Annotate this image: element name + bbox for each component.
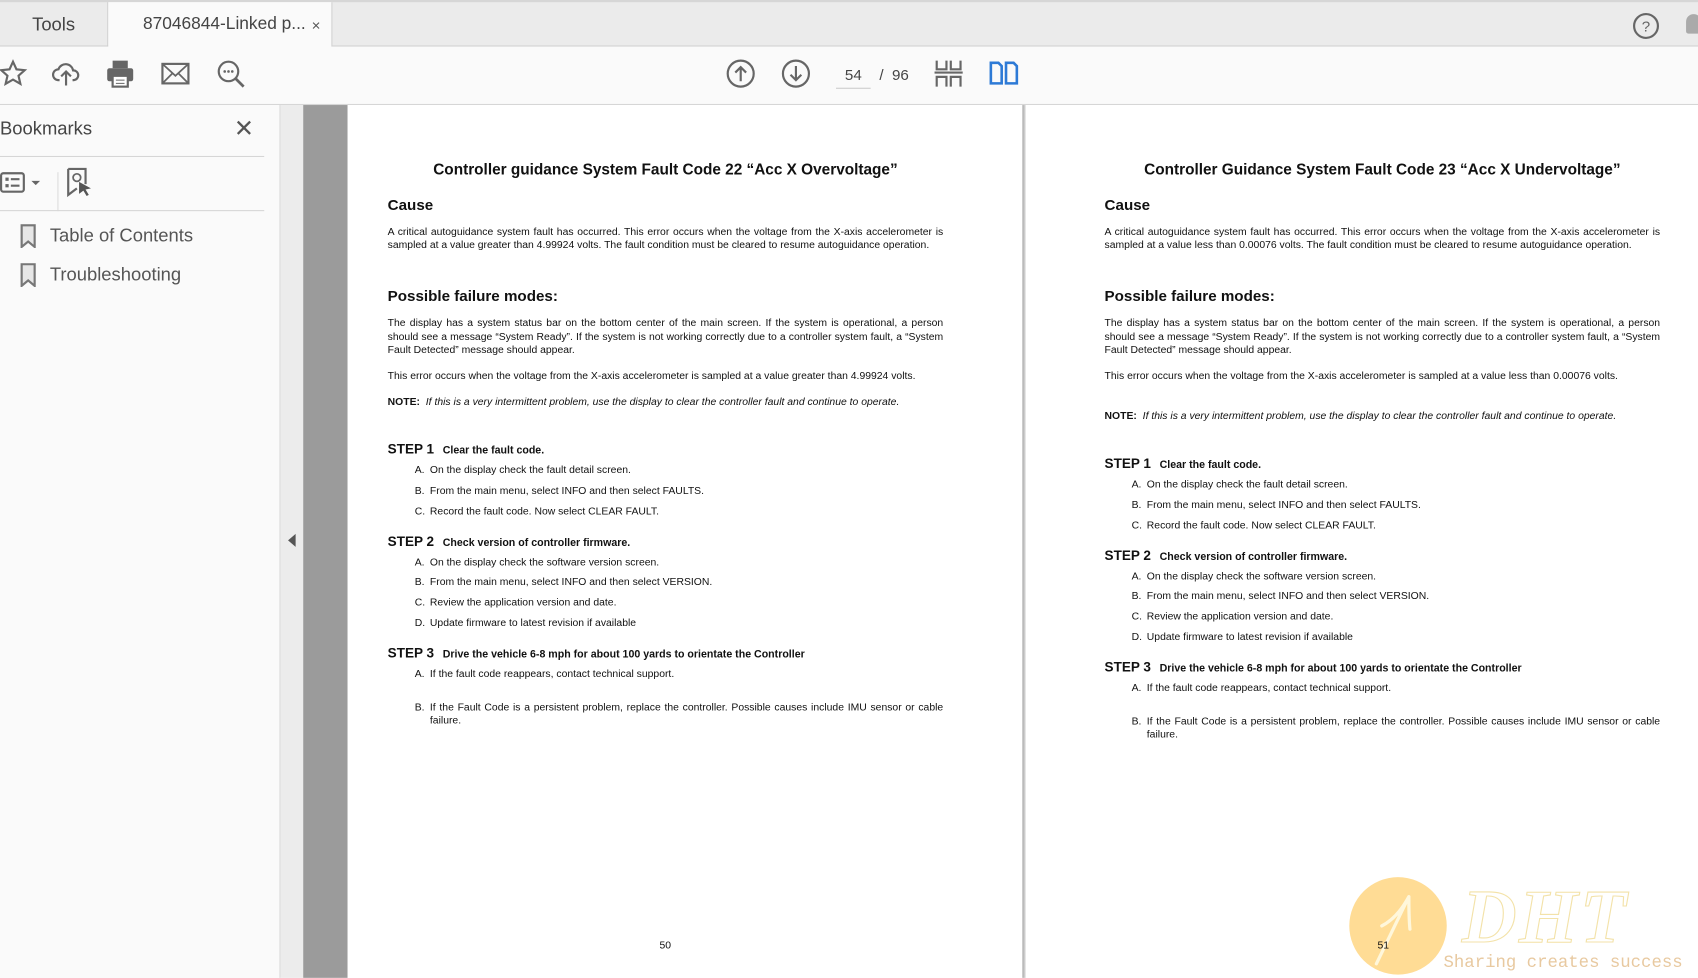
step-item [1105,611,1661,624]
step-item [388,505,944,518]
item-letter: C. [414,505,426,518]
page-title: Controller Guidance System Fault Code 23 “Acc X Undervoltage” [1144,161,1621,179]
step-item [1105,591,1661,604]
step-item [1105,631,1661,644]
item-text: On the display check the software version screen. [1146,570,1377,583]
step-item [388,597,944,610]
close-panel-icon[interactable]: ✕ [233,114,254,142]
note-label: NOTE: [387,396,421,409]
bell-icon[interactable] [1686,14,1698,33]
note-text: If this is a very intermittent problem, use the display to clear the controller fault and continue to operate. [1142,410,1617,423]
item-text: From the main menu, select INFO and then select VERSION. [1146,590,1430,603]
collapse-panel-icon[interactable] [288,534,296,547]
arrow-icon [1349,877,1446,974]
step-heading [1105,456,1661,473]
step-item [1105,479,1661,492]
page-number: 50 [659,939,672,952]
close-tab-icon[interactable]: × [311,16,321,34]
item-text: If the fault code reappears, contact technical support. [1146,682,1392,694]
item-text: Review the application version and date. [1146,610,1334,623]
step-label: STEP 3 [1104,659,1151,675]
next-page-icon[interactable] [780,57,812,89]
document-background [303,105,347,978]
step-heading [1105,659,1661,676]
failure-modes-text: The display has a system status bar on the bottom center of the main screen. If the system is operational, a person should see a message “System Ready”. If the system is not working correctly due to a controller system fault, a “System Fault Detected” message should appear. [387,317,944,357]
item-text: On the display check the fault detail screen. [429,465,631,477]
page-content [388,161,944,728]
failure-modes-text: The display has a system status bar on the bottom center of the main screen. If the system is operational, a person should see a message “System Ready”. If the system is not working correctly due to a controller system fault, a “System Fault Detected” message should appear. [1104,317,1661,357]
item-text: On the display check the software version screen. [429,556,660,569]
cause-text: A critical autoguidance system fault has occurred. This error occurs when the voltage from the X-axis accelerometer is sampled at a value greater than 4.99924 volts. The fault condition must be cleared to resume autoguidance operation. [387,226,944,252]
item-text: If the fault code reappears, contact technical support. [429,667,675,680]
note [1105,411,1661,424]
bookmark-item[interactable] [19,262,181,288]
step-title: Drive the vehicle 6-8 mph for about 100 yards to orientate the Controller [442,648,805,661]
step-item [1105,519,1661,532]
panel-splitter[interactable] [279,105,303,978]
step-item [388,668,944,681]
item-letter: A. [414,556,425,569]
watermark-logo-circle [1349,877,1446,974]
step-item [388,617,944,630]
item-text: From the main menu, select INFO and then select FAULTS. [429,485,704,498]
step-label: STEP 1 [1104,456,1151,472]
step-item [1105,716,1661,742]
step-item [1105,682,1661,695]
star-icon[interactable] [0,57,29,89]
step-item [388,577,944,590]
tab-tools[interactable]: Tools [0,2,108,47]
step-heading [388,534,944,551]
upload-cloud-icon[interactable] [50,57,82,89]
bookmarks-title: Bookmarks [0,118,93,139]
watermark-logo: DHT [1461,876,1629,960]
step-item [388,465,944,478]
cause-heading: Cause [1104,196,1151,214]
divider [57,172,58,211]
item-letter: A. [1131,682,1142,694]
divider [0,156,264,157]
failure-modes-heading: Possible failure modes: [1104,287,1275,305]
item-letter: D. [414,616,426,629]
item-letter: A. [414,667,425,680]
tab-bar [0,0,1698,47]
item-letter: B. [414,701,425,714]
item-letter: C. [1131,519,1143,532]
step-heading [388,442,944,459]
note-label: NOTE: [1104,410,1137,423]
step-item [388,702,944,728]
step-title: Clear the fault code. [1159,459,1262,472]
search-icon[interactable] [214,57,246,89]
step-title: Drive the vehicle 6-8 mph for about 100 yards to orientate the Controller [1159,662,1522,675]
step-title: Clear the fault code. [442,445,545,458]
tab-document-label: 87046844-Linked p... [142,15,306,34]
page-separator: / [879,66,884,84]
bookmark-label: Troubleshooting [49,264,182,285]
item-text: Review the application version and date. [429,596,617,609]
previous-page-icon[interactable] [724,57,756,89]
item-letter: C. [414,596,426,609]
divider [0,210,264,211]
step-heading [1105,548,1661,565]
bookmark-options-icon[interactable] [0,170,43,196]
note [388,397,944,410]
bookmarks-panel [0,105,279,978]
item-letter: B. [414,485,425,498]
item-text: If the Fault Code is a persistent problem, replace the controller. Possible causes include IMU sensor or cable failure. [429,701,944,727]
failure-modes-heading: Possible failure modes: [387,287,558,305]
item-letter: B. [414,576,425,589]
bookmark-icon [19,263,36,287]
item-letter: A. [1131,570,1142,583]
step-item [388,556,944,569]
item-text: If the Fault Code is a persistent problem, replace the controller. Possible causes include IMU sensor or cable failure. [1146,715,1661,741]
tab-document[interactable] [108,2,332,47]
item-text: Record the fault code. Now select CLEAR FAULT. [429,505,659,518]
pdf-page-51 [1024,105,1698,978]
item-text: Update firmware to latest revision if available [1146,630,1353,643]
item-letter: C. [1131,610,1143,623]
item-text: Record the fault code. Now select CLEAR FAULT. [1146,519,1376,532]
step-label: STEP 2 [387,533,435,549]
toolbar [0,47,1698,105]
page-number-input[interactable]: 54 [836,60,871,89]
find-bookmark-icon[interactable] [65,167,95,199]
step-label: STEP 3 [387,645,435,661]
scroll-mode-icon[interactable] [932,57,964,89]
step-label: STEP 2 [1104,547,1151,563]
pdf-page-50 [348,105,1023,978]
page-title: Controller guidance System Fault Code 22 “Acc X Overvoltage” [433,161,898,179]
error-text: This error occurs when the voltage from the X-axis accelerometer is sampled at a value less than 0.00076 volts. [1104,370,1618,383]
item-text: From the main menu, select INFO and then select FAULTS. [1146,499,1421,512]
print-icon[interactable] [104,57,136,89]
watermark-slogan: Sharing creates success [1443,952,1683,973]
item-letter: B. [1131,499,1142,512]
two-page-view-icon[interactable] [988,57,1020,89]
bookmark-icon [19,224,36,248]
item-text: Update firmware to latest revision if available [429,616,637,629]
item-text: On the display check the fault detail screen. [1146,479,1348,492]
step-heading [388,645,944,662]
note-text: If this is a very intermittent problem, use the display to clear the controller fault and continue to operate. [425,396,900,409]
cause-heading: Cause [387,196,434,214]
bookmark-label: Table of Contents [49,225,194,246]
item-letter: B. [1131,590,1142,603]
step-title: Check version of controller firmware. [442,536,631,549]
step-title: Check version of controller firmware. [1159,550,1348,563]
help-icon[interactable]: ? [1633,13,1659,39]
cause-text: A critical autoguidance system fault has occurred. This error occurs when the voltage from the X-axis accelerometer is sampled at a value less than 0.00076 volts. The fault condition must be cleared to resume autoguidance operation. [1104,226,1661,252]
item-letter: D. [1131,630,1143,643]
item-letter: B. [1131,715,1142,728]
item-letter: A. [1131,479,1142,492]
step-label: STEP 1 [387,442,435,458]
step-item [1105,570,1661,583]
page-count [879,60,909,90]
bookmark-item[interactable] [19,223,193,249]
error-text: This error occurs when the voltage from the X-axis accelerometer is sampled at a value greater than 4.99924 volts. [387,370,916,383]
item-letter: A. [414,465,425,477]
step-item [388,485,944,498]
page-content [1105,161,1661,742]
email-icon[interactable] [159,57,191,89]
total-pages: 96 [891,66,909,84]
step-item [1105,499,1661,512]
item-text: From the main menu, select INFO and then select VERSION. [429,576,713,589]
page-number: 51 [1377,939,1390,952]
